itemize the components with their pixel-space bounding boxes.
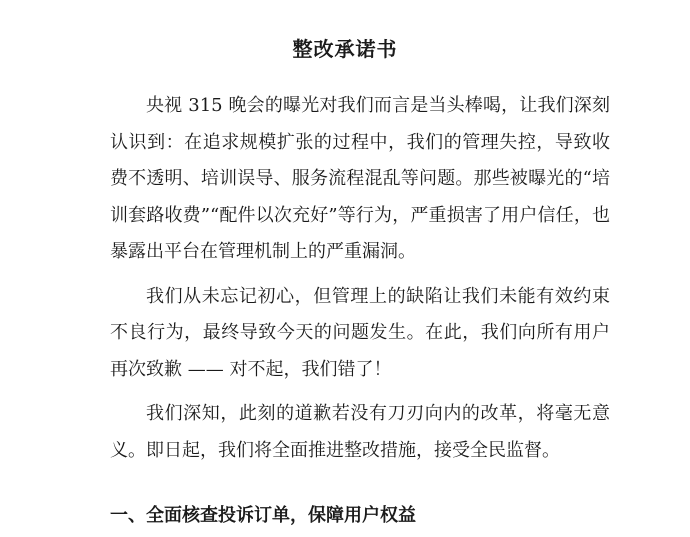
document-title: 整改承诺书 xyxy=(292,37,398,61)
paragraph-apology: 我们从未忘记初心，但管理上的缺陷让我们未能有效约束不良行为，最终导致今天的问题发生。在此，我们向所有用户再次致歉 —— 对不起，我们错了！ xyxy=(110,285,610,380)
paragraph-reform: 我们深知，此刻的道歉若没有刀刃向内的改革，将毫无意义。即日起，我们将全面推进整改措施，接受全民监督。 xyxy=(110,403,610,461)
paragraph-exposure: 央视 315 晚会的曝光对我们而言是当头棒喝，让我们深刻认识到：在追求规模扩张的过程中，我们的管理失控，导致收费不透明、培训误导、服务流程混乱等问题。那些被曝光的“培训套路收费”“配件以次充好”等行为，严重损害了用户信任，也暴露出平台在管理机制上的严重漏洞。 xyxy=(110,95,610,262)
section-heading: 一、全面核查投诉订单，保障用户权益 xyxy=(110,505,416,526)
document-body xyxy=(110,88,610,477)
